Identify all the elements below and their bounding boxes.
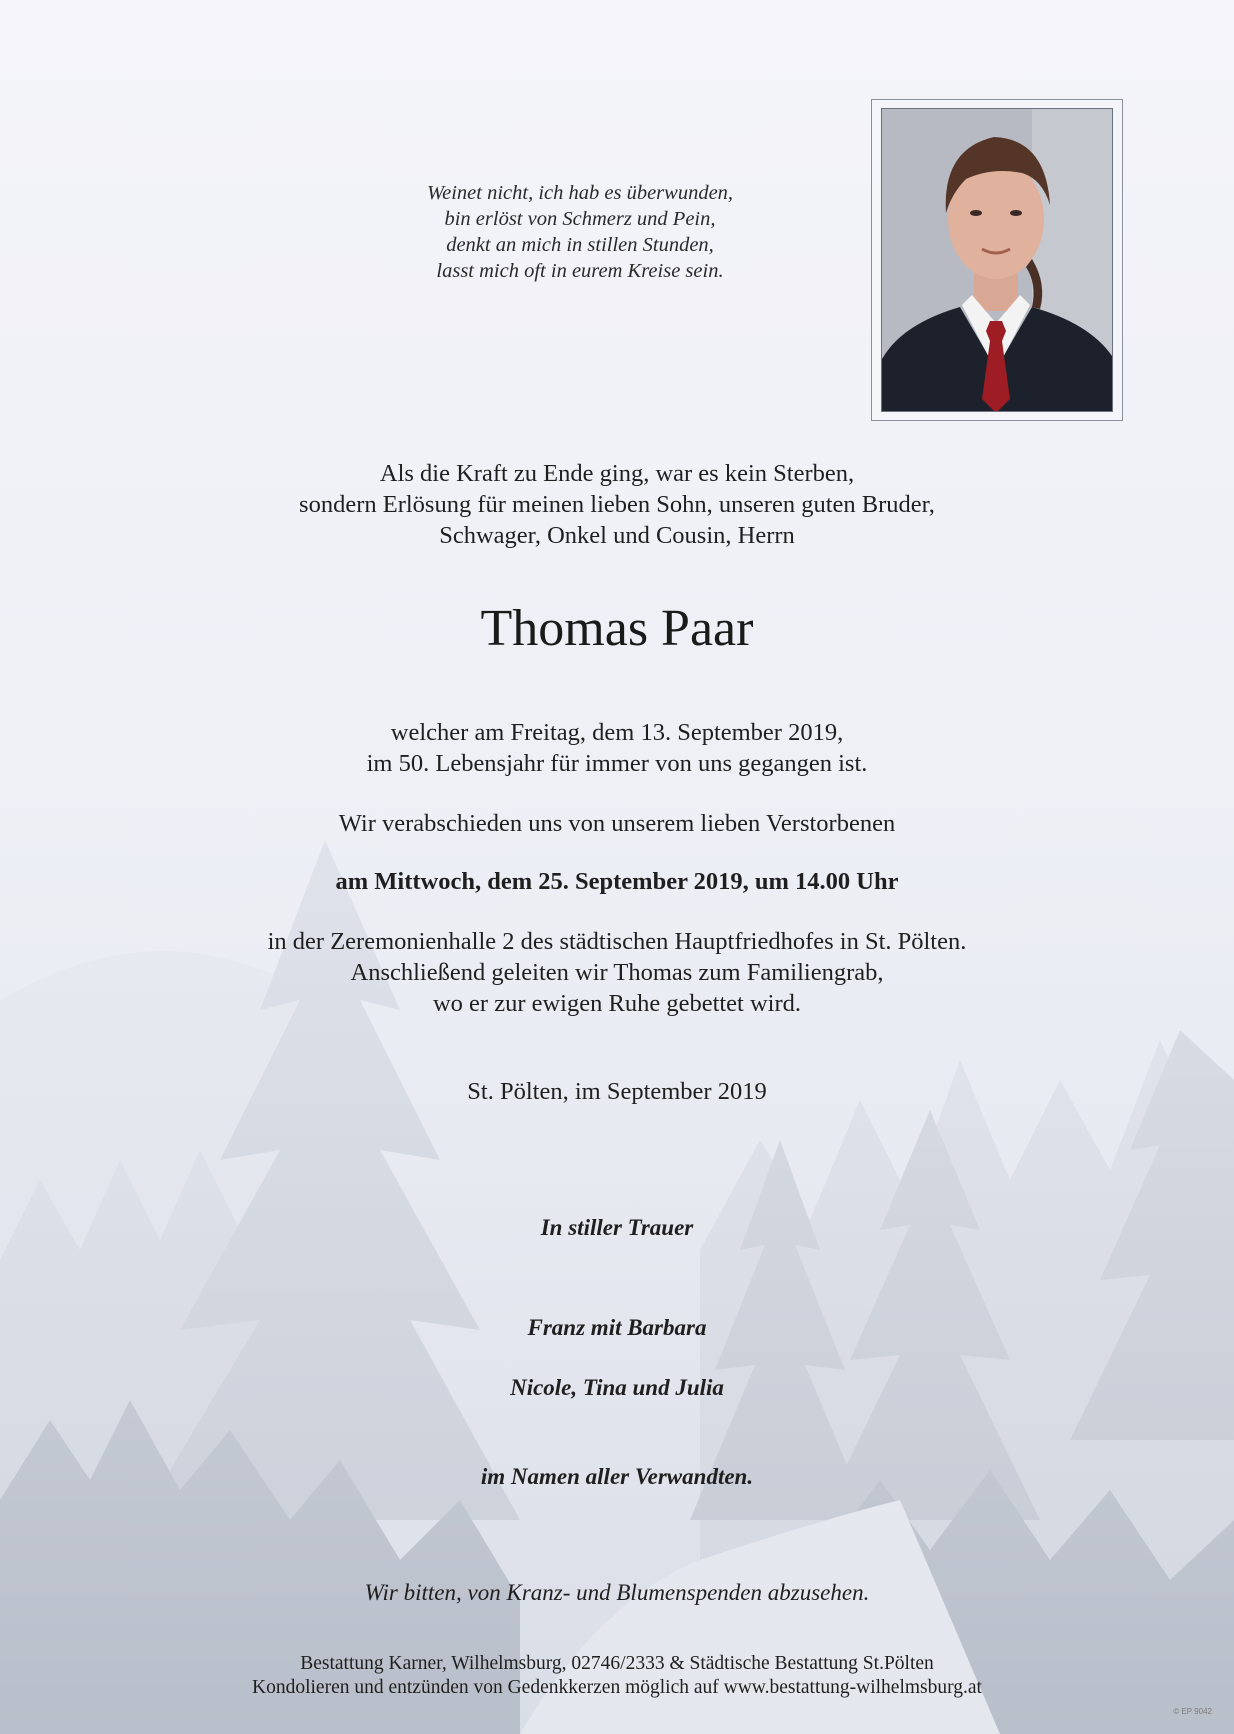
farewell-intro: Wir verabschieden uns von unserem lieben Verstorbenen	[338, 810, 896, 837]
poem-line: Weinet nicht, ich hab es überwunden,	[426, 182, 734, 204]
death-info-line: welcher am Freitag, dem 13. September 2019,	[390, 719, 844, 746]
intro-text	[0, 458, 1234, 551]
footer-line: Bestattung Karner, Wilhelmsburg, 02746/2333 & Städtische Bestattung St.Pölten	[300, 1653, 934, 1674]
ceremony-location	[0, 926, 1234, 1019]
location-line: in der Zeremonienhalle 2 des städtischen Hauptfriedhofes in St. Pölten.	[267, 928, 967, 955]
mourners-closing: im Namen aller Verwandten.	[480, 1464, 754, 1489]
portrait-photo	[881, 108, 1113, 412]
donation-request: Wir bitten, von Kranz- und Blumenspenden abzusehen.	[364, 1580, 870, 1605]
footer-line: Kondolieren und entzünden von Gedenkkerzen möglich auf www.bestattung-wilhelmsburg.at	[252, 1677, 982, 1698]
intro-line: Als die Kraft zu Ende ging, war es kein Sterben,	[379, 460, 855, 487]
funeral-home-footer	[0, 1652, 1234, 1700]
poem-line: lasst mich oft in eurem Kreise sein.	[436, 260, 724, 282]
mourners-heading: In stiller Trauer	[540, 1215, 694, 1240]
death-info	[0, 717, 1234, 779]
intro-line: sondern Erlösung für meinen lieben Sohn, unseren guten Bruder,	[299, 491, 935, 518]
portrait-frame	[871, 99, 1123, 421]
place-date: St. Pölten, im September 2019	[467, 1078, 767, 1105]
print-code: © EP 9042	[1173, 1707, 1212, 1716]
location-line: wo er zur ewigen Ruhe gebettet wird.	[432, 990, 802, 1017]
intro-line: Schwager, Onkel und Cousin, Herrn	[439, 522, 795, 549]
poem-line: denkt an mich in stillen Stunden,	[446, 234, 714, 256]
ceremony-date: am Mittwoch, dem 25. September 2019, um 14.00 Uhr	[335, 868, 899, 895]
location-line: Anschließend geleiten wir Thomas zum Familiengrab,	[350, 959, 884, 986]
mourners-line: Nicole, Tina und Julia	[510, 1375, 724, 1400]
deceased-name: Thomas Paar	[480, 600, 754, 657]
portrait-illustration	[882, 109, 1113, 412]
poem-line: bin erlöst von Schmerz und Pein,	[444, 208, 716, 230]
memorial-poem	[380, 180, 780, 284]
mourners-line: Franz mit Barbara	[527, 1315, 707, 1340]
death-info-line: im 50. Lebensjahr für immer von uns gegangen ist.	[366, 750, 868, 777]
